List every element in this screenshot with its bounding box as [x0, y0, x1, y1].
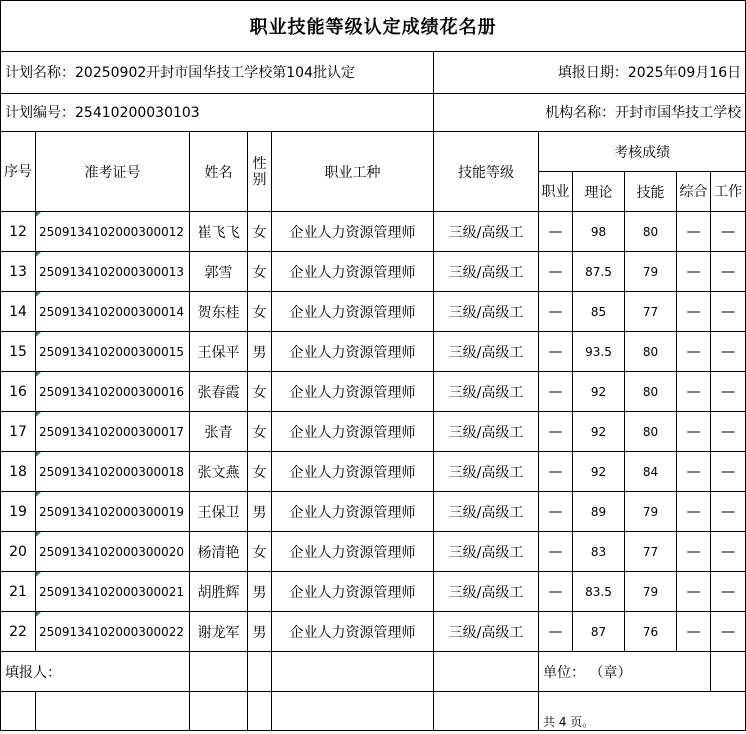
skill-level-cell: 三级/高级工 — [434, 332, 539, 372]
seq-cell: 21 — [1, 572, 36, 612]
header-gender: 性别 — [248, 132, 272, 212]
org-name — [434, 94, 746, 132]
report-date-value: 2025年09月16日 — [627, 64, 742, 81]
skill-level-cell: 三级/高级工 — [434, 532, 539, 572]
skill-score-cell: 77 — [625, 292, 677, 332]
work-score-cell: — — [711, 332, 746, 372]
skill-level-cell: 三级/高级工 — [434, 412, 539, 452]
name-cell: 张文燕 — [190, 452, 248, 492]
zhiye-score-cell: — — [539, 372, 573, 412]
name-cell: 崔飞飞 — [190, 212, 248, 252]
footer-blank — [248, 692, 272, 731]
ticket-number-cell: 2509134102000300017 — [36, 412, 190, 452]
page-title: 职业技能等级认定成绩花名册 — [1, 1, 746, 52]
skill-score-cell: 80 — [625, 372, 677, 412]
header-occupation: 职业工种 — [272, 132, 434, 212]
gender-cell: 男 — [248, 332, 272, 372]
table-row — [1, 612, 746, 652]
comprehensive-score-cell: — — [677, 292, 711, 332]
table-row — [1, 372, 746, 412]
comprehensive-score-cell: — — [677, 612, 711, 652]
seq-cell: 20 — [1, 532, 36, 572]
theory-score-cell: 92 — [573, 412, 625, 452]
zhiye-score-cell: — — [539, 492, 573, 532]
plan-name-label: 计划名称： — [5, 64, 75, 81]
org-value: 开封市国华技工学校 — [615, 104, 742, 121]
plan-name-value: 20250902开封市国华技工学校第104批认定 — [75, 64, 355, 81]
gender-cell: 女 — [248, 252, 272, 292]
ticket-number-cell: 2509134102000300015 — [36, 332, 190, 372]
theory-score-cell: 89 — [573, 492, 625, 532]
theory-score-cell: 98 — [573, 212, 625, 252]
ticket-number-cell: 2509134102000300022 — [36, 612, 190, 652]
seq-cell: 15 — [1, 332, 36, 372]
ticket-number-cell: 2509134102000300014 — [36, 292, 190, 332]
ticket-number-cell: 2509134102000300012 — [36, 212, 190, 252]
header-comprehensive: 综合 — [677, 172, 711, 212]
comprehensive-score-cell: — — [677, 492, 711, 532]
footer-blank — [272, 692, 434, 731]
skill-level-cell: 三级/高级工 — [434, 452, 539, 492]
name-cell: 张青 — [190, 412, 248, 452]
zhiye-score-cell: — — [539, 452, 573, 492]
footer-blank — [272, 652, 434, 692]
footer-blank — [711, 652, 746, 692]
ticket-number-cell: 2509134102000300016 — [36, 372, 190, 412]
ticket-number-cell: 2509134102000300018 — [36, 452, 190, 492]
skill-score-cell: 80 — [625, 412, 677, 452]
comprehensive-score-cell: — — [677, 412, 711, 452]
zhiye-score-cell: — — [539, 292, 573, 332]
table-row — [1, 252, 746, 292]
skill-level-cell: 三级/高级工 — [434, 612, 539, 652]
seq-cell: 12 — [1, 212, 36, 252]
plan-code-label: 计划编号： — [5, 104, 75, 121]
skill-level-cell: 三级/高级工 — [434, 212, 539, 252]
occupation-cell: 企业人力资源管理师 — [272, 572, 434, 612]
gender-cell: 男 — [248, 572, 272, 612]
zhiye-score-cell: — — [539, 612, 573, 652]
table-row — [1, 412, 746, 452]
report-date — [434, 52, 746, 94]
skill-level-cell: 三级/高级工 — [434, 372, 539, 412]
zhiye-score-cell: — — [539, 532, 573, 572]
work-score-cell: — — [711, 412, 746, 452]
work-score-cell: — — [711, 372, 746, 412]
plan-name — [1, 52, 434, 94]
table-row — [1, 292, 746, 332]
skill-level-cell: 三级/高级工 — [434, 492, 539, 532]
work-score-cell: — — [711, 252, 746, 292]
name-cell: 张春霞 — [190, 372, 248, 412]
seq-cell: 22 — [1, 612, 36, 652]
name-cell: 王保卫 — [190, 492, 248, 532]
gender-cell: 男 — [248, 612, 272, 652]
table-row — [1, 492, 746, 532]
footer-blank — [36, 692, 190, 731]
seq-cell: 18 — [1, 452, 36, 492]
name-cell: 王保平 — [190, 332, 248, 372]
skill-score-cell: 84 — [625, 452, 677, 492]
footer-blank — [434, 652, 539, 692]
work-score-cell: — — [711, 572, 746, 612]
page-count: 共 4 页。 — [539, 692, 746, 731]
occupation-cell: 企业人力资源管理师 — [272, 452, 434, 492]
seq-cell: 13 — [1, 252, 36, 292]
footer-blank — [190, 652, 248, 692]
table-row — [1, 212, 746, 252]
skill-score-cell: 80 — [625, 212, 677, 252]
zhiye-score-cell: — — [539, 412, 573, 452]
theory-score-cell: 85 — [573, 292, 625, 332]
work-score-cell: — — [711, 292, 746, 332]
skill-score-cell: 77 — [625, 532, 677, 572]
name-cell: 谢龙军 — [190, 612, 248, 652]
theory-score-cell: 93.5 — [573, 332, 625, 372]
ticket-number-cell: 2509134102000300019 — [36, 492, 190, 532]
gender-cell: 女 — [248, 452, 272, 492]
skill-score-cell: 76 — [625, 612, 677, 652]
occupation-cell: 企业人力资源管理师 — [272, 412, 434, 452]
occupation-cell: 企业人力资源管理师 — [272, 212, 434, 252]
footer-blank — [190, 692, 248, 731]
unit-seal-label: 单位： （章） — [539, 652, 711, 692]
zhiye-score-cell: — — [539, 572, 573, 612]
header-skill: 技能 — [625, 172, 677, 212]
comprehensive-score-cell: — — [677, 332, 711, 372]
seq-cell: 14 — [1, 292, 36, 332]
gender-cell: 女 — [248, 212, 272, 252]
seq-cell: 19 — [1, 492, 36, 532]
skill-level-cell: 三级/高级工 — [434, 572, 539, 612]
skill-level-cell: 三级/高级工 — [434, 292, 539, 332]
table-row — [1, 572, 746, 612]
table-row — [1, 532, 746, 572]
gender-cell: 女 — [248, 412, 272, 452]
gender-cell: 女 — [248, 372, 272, 412]
occupation-cell: 企业人力资源管理师 — [272, 372, 434, 412]
comprehensive-score-cell: — — [677, 532, 711, 572]
zhiye-score-cell: — — [539, 212, 573, 252]
skill-score-cell: 79 — [625, 572, 677, 612]
theory-score-cell: 92 — [573, 372, 625, 412]
reporter-label: 填报人： — [1, 652, 190, 692]
comprehensive-score-cell: — — [677, 252, 711, 292]
header-zhiye: 职业 — [539, 172, 573, 212]
occupation-cell: 企业人力资源管理师 — [272, 532, 434, 572]
comprehensive-score-cell: — — [677, 212, 711, 252]
occupation-cell: 企业人力资源管理师 — [272, 292, 434, 332]
comprehensive-score-cell: — — [677, 572, 711, 612]
gender-cell: 男 — [248, 492, 272, 532]
name-cell: 杨清艳 — [190, 532, 248, 572]
table-body — [1, 212, 746, 652]
gender-cell: 女 — [248, 532, 272, 572]
org-label: 机构名称： — [545, 104, 616, 121]
footer-blank — [248, 652, 272, 692]
work-score-cell: — — [711, 452, 746, 492]
occupation-cell: 企业人力资源管理师 — [272, 252, 434, 292]
name-cell: 郭雪 — [190, 252, 248, 292]
header-level: 技能等级 — [434, 132, 539, 212]
report-date-label: 填报日期： — [557, 64, 628, 81]
skill-score-cell: 79 — [625, 252, 677, 292]
zhiye-score-cell: — — [539, 252, 573, 292]
footer-blank — [434, 692, 539, 731]
header-seq: 序号 — [1, 132, 36, 212]
skill-level-cell: 三级/高级工 — [434, 252, 539, 292]
name-cell: 贺东桂 — [190, 292, 248, 332]
theory-score-cell: 87 — [573, 612, 625, 652]
skill-score-cell: 80 — [625, 332, 677, 372]
work-score-cell: — — [711, 492, 746, 532]
table-row — [1, 452, 746, 492]
comprehensive-score-cell: — — [677, 372, 711, 412]
skill-score-cell: 79 — [625, 492, 677, 532]
name-cell: 胡胜辉 — [190, 572, 248, 612]
theory-score-cell: 87.5 — [573, 252, 625, 292]
table-row — [1, 332, 746, 372]
theory-score-cell: 92 — [573, 452, 625, 492]
work-score-cell: — — [711, 532, 746, 572]
seq-cell: 17 — [1, 412, 36, 452]
seq-cell: 16 — [1, 372, 36, 412]
header-scores: 考核成绩 — [539, 132, 746, 172]
occupation-cell: 企业人力资源管理师 — [272, 332, 434, 372]
header-theory: 理论 — [573, 172, 625, 212]
plan-code — [1, 94, 434, 132]
ticket-number-cell: 2509134102000300020 — [36, 532, 190, 572]
zhiye-score-cell: — — [539, 332, 573, 372]
ticket-number-cell: 2509134102000300013 — [36, 252, 190, 292]
footer-blank — [1, 692, 36, 731]
occupation-cell: 企业人力资源管理师 — [272, 612, 434, 652]
gender-cell: 女 — [248, 292, 272, 332]
work-score-cell: — — [711, 612, 746, 652]
comprehensive-score-cell: — — [677, 452, 711, 492]
theory-score-cell: 83.5 — [573, 572, 625, 612]
header-name: 姓名 — [190, 132, 248, 212]
work-score-cell: — — [711, 212, 746, 252]
plan-code-value: 25410200030103 — [75, 104, 200, 121]
ticket-number-cell: 2509134102000300021 — [36, 572, 190, 612]
occupation-cell: 企业人力资源管理师 — [272, 492, 434, 532]
header-work: 工作 — [711, 172, 746, 212]
theory-score-cell: 83 — [573, 532, 625, 572]
header-ticket: 准考证号 — [36, 132, 190, 212]
